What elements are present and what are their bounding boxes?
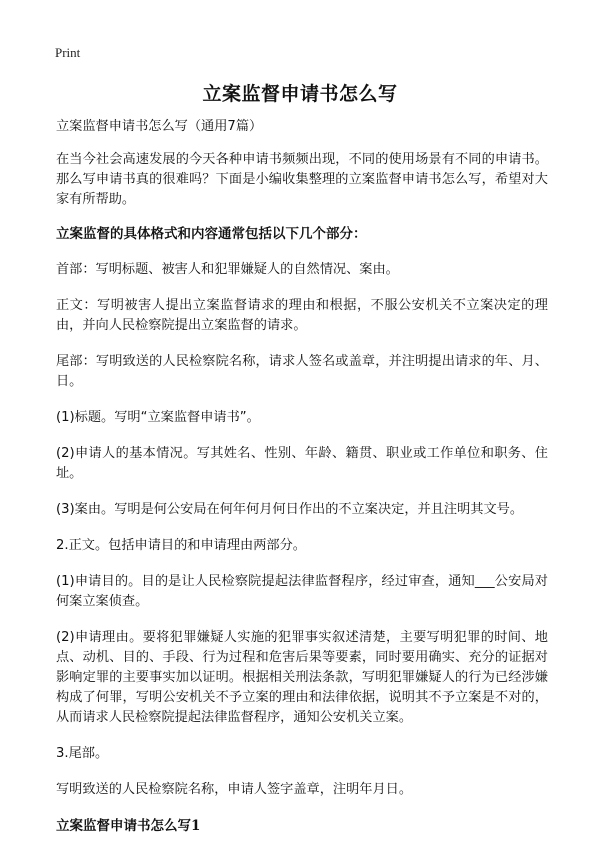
paragraph-purpose: (1)申请目的。目的是让人民检察院提起法律监督程序，经过审查，通知___公安局对何案立案侦查。 (56, 574, 548, 609)
paragraph-header: 首部：写明标题、被害人和犯罪嫌疑人的自然情况、案由。 (56, 262, 399, 277)
page-title: 立案监督申请书怎么写 (202, 83, 398, 105)
intro-paragraph: 在当今社会高速发展的今天各种申请书频频出现，不同的使用场景有不同的申请书。那么写申请书真的很难吗？下面是小编收集整理的立案监督申请书怎么写，希望对大家有所帮助。 (56, 152, 548, 207)
list-item-cause: (3)案由。写明是何公安局在何年何月何日作出的不立案决定，并且注明其文号。 (56, 502, 524, 517)
paragraph-tail-detail: 写明致送的人民检察院名称，申请人签字盖章，注明年月日。 (56, 782, 413, 797)
section-tail: 3.尾部。 (56, 746, 109, 761)
section-heading: 立案监督的具体格式和内容通常包括以下几个部分： (56, 226, 367, 242)
section-main-body: 2.正文。包括申请目的和申请理由两部分。 (56, 538, 306, 553)
list-item-title: (1)标题。写明“立案监督申请书”。 (56, 410, 260, 425)
paragraph-tail: 尾部：写明致送的人民检察院名称，请求人签名或盖章，并注明提出请求的年、月、日。 (56, 354, 548, 389)
document-subtitle: 立案监督申请书怎么写（通用7篇） (56, 119, 263, 134)
paragraph-reason: (2)申请理由。要将犯罪嫌疑人实施的犯罪事实叙述清楚，主要写明犯罪的时间、地点、动机、目的、手段、行为过程和危害后果等要素，同时要用确实、充分的证据对影响定罪的主要事实加以证明。根据相关刑法条款，写明犯罪嫌疑人的行为已经涉嫌构成了何罪，写明公安机关不予立案的理由和法律依据，说明其不予立案是不对的，从而请求人民检察院提起法律监督程序，通知公安机关立案。 (56, 630, 548, 725)
paragraph-body: 正文：写明被害人提出立案监督请求的理由和根据，不服公安机关不立案决定的理由，并向人民检察院提出立案监督的请求。 (56, 298, 548, 333)
example-heading: 立案监督申请书怎么写1 (56, 818, 201, 834)
list-item-applicant: (2)申请人的基本情况。写其姓名、性别、年龄、籍贯、职业或工作单位和职务、住址。 (56, 446, 548, 481)
print-label[interactable]: Print (55, 45, 81, 60)
document-content (56, 117, 548, 852)
